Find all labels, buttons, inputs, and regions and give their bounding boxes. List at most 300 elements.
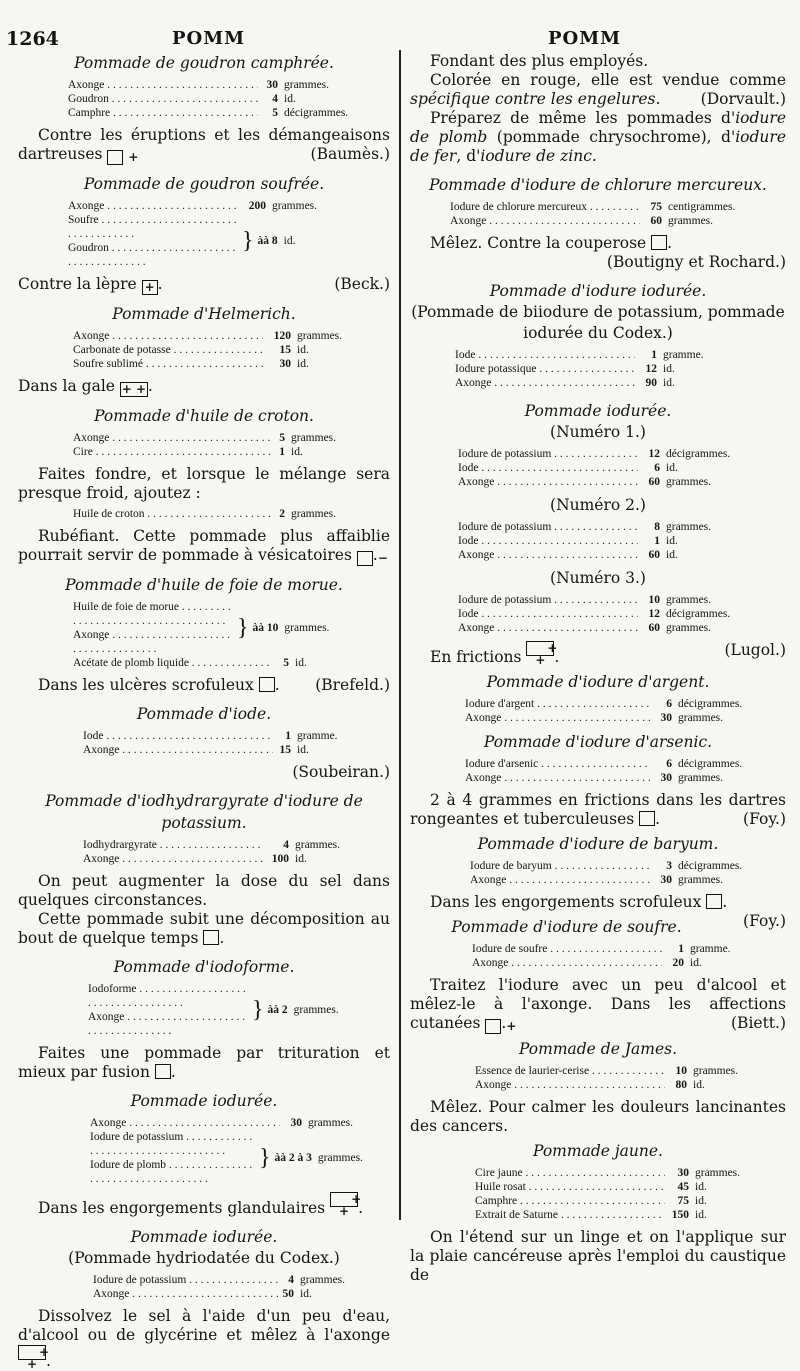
ingredient-unit: id. [663,363,675,375]
ingredient-name: Iodure de baryum . . . [470,859,650,873]
ingredient-unit: décigrammes. [678,698,743,710]
ingredient-row [83,729,390,743]
ingredient-name: Axonge . . . [450,214,640,228]
ingredient-name: Axonge . . . [465,711,650,725]
ingredient-name: Axonge . . . [88,1010,248,1038]
ingredient-name: Iode . . . [458,461,638,475]
ingredient-qty: 100 [271,853,289,865]
ingredient-row [83,838,390,852]
ingredient-qty: àà 10 [252,622,279,634]
ingredient-name: Iodure potassique . . . [455,362,635,376]
formula-number: (Numéro 2.) [550,496,646,514]
ingredient-table [68,199,390,269]
ingredient-table [73,431,390,459]
recipe-subtitle: (Pommade de biiodure de potassium, pommade iodurée du Codex.) [411,303,785,342]
ingredient-unit: id. [666,549,678,561]
plus-box-icon: + [485,1019,501,1034]
ingredient-name: Huile de foie de morue . . . [73,600,233,628]
ingredient-row [73,329,390,343]
ingredient-qty: 75 [677,1195,689,1207]
plus-box-icon: + [107,150,123,165]
ingredient-qty: 30 [660,712,672,724]
ingredient-row [73,507,390,521]
ingredient-row [458,447,786,461]
empty-box-icon [651,235,667,250]
ingredient-qty: 10 [675,1065,687,1077]
empty-box-icon [259,677,275,692]
ingredient-qty: 4 [288,1274,294,1286]
minus-box-icon: − [357,551,373,566]
ingredient-row [475,1078,786,1092]
recipe-title: Pommade d'iodoforme. [113,958,295,976]
ingredient-unit: id. [663,377,675,389]
ingredient-name: Axonge . . . [73,628,233,656]
usage-text: Faites une pommade par trituration et mieux par fusion . [18,1044,390,1081]
ingredient-name: Iodure de plomb . . . [90,1158,255,1186]
ingredient-table [458,447,786,489]
ingredient-qty: 10 [648,594,660,606]
recipe-title: Pommade d'huile de foie de morue. [65,576,343,594]
ingredient-qty: 120 [273,330,291,342]
ingredient-row [475,1064,786,1078]
ingredient-qty: 5 [283,657,289,669]
ingredient-name: Iodure de potassium . . . [458,520,638,534]
recipe-title: Pommade d'iodure de soufre. [451,918,682,936]
ingredient-unit: grammes. [678,874,724,886]
ingredient-qty: 30 [266,79,278,91]
ingredient-row [83,743,390,757]
ingredient-table [73,329,390,371]
ingredient-row [458,593,786,607]
ingredient-unit: grammes. [678,712,724,724]
ingredient-unit: id. [284,93,296,105]
ingredient-row [470,859,786,873]
ingredient-name: Iodure de chlorure mercureux . . . [450,200,640,214]
ingredient-qty: 12 [648,608,660,620]
usage-text: Mêlez. Contre la couperose . [430,234,673,252]
empty-box-icon [155,1064,171,1079]
recipe-title: Pommade d'iodure iodurée. [489,282,707,300]
ingredient-row [455,362,786,376]
ingredient-group [68,213,390,269]
ingredient-unit: id. [693,1079,705,1091]
usage-text: Rubéfiant. Cette pommade plus affaiblie pourrait servir de pommade à vésicatoires −. [18,527,390,565]
ingredient-unit: id. [300,1288,312,1300]
empty-box-icon [706,894,722,909]
author-citation: (Foy.) [743,912,786,930]
double-plus-box-icon: + + [330,1192,358,1207]
empty-box-icon [203,930,219,945]
ingredient-qty: 30 [660,874,672,886]
usage-text: Mêlez. Pour calmer les douleurs lancinantes des cancers. [410,1098,786,1135]
running-head-left: POMM [172,28,246,49]
ingredient-name: Axonge . . . [458,548,638,562]
ingredient-table [455,348,786,390]
recipe-title: Pommade jaune. [533,1142,663,1160]
ingredient-unit: id. [666,535,678,547]
author-citation: (Beck.) [334,275,390,293]
ingredient-unit: gramme. [663,349,704,361]
ingredient-table [450,200,786,228]
ingredient-qty: 1 [654,535,660,547]
ingredient-unit: grammes. [272,200,318,212]
double-plus-box-icon: + + [18,1345,46,1360]
ingredient-unit: grammes. [666,594,712,606]
left-column [18,52,390,1371]
ingredient-unit: id. [291,446,303,458]
ingredient-qty: 15 [279,344,291,356]
ingredient-unit: grammes. [295,839,341,851]
ingredient-unit: grammes. [284,79,330,91]
ingredient-row [465,771,786,785]
ingredient-unit: grammes. [317,1152,363,1164]
ingredient-qty: 30 [677,1167,689,1179]
ingredient-name: Iodure de potassium . . . [90,1130,255,1158]
recipe-title: Pommade d'iodure d'argent. [486,673,710,691]
author-citation: (Biett.) [731,1014,786,1032]
ingredient-qty: 1 [279,446,285,458]
ingredient-qty: 90 [645,377,657,389]
ingredient-unit: décigrammes. [284,107,349,119]
ingredient-name: Axonge . . . [90,1116,280,1130]
ingredient-row [73,431,390,445]
ingredient-name: Axonge . . . [93,1287,278,1301]
ingredient-row [450,214,786,228]
ingredient-unit: grammes. [678,772,724,784]
ingredient-row [93,1287,390,1301]
ingredient-row [472,942,786,956]
column-divider [399,50,401,1220]
ingredient-table [472,942,786,970]
ingredient-unit: id. [283,235,296,247]
running-head-right: POMM [548,28,622,49]
ingredient-qty: 6 [654,462,660,474]
ingredient-table [68,78,390,120]
ingredient-table [83,729,390,757]
ingredient-qty: 12 [645,363,657,375]
instruction-text: Faites fondre, et lorsque le mélange sera presque froid, ajoutez : [18,465,390,502]
ingredient-table [458,520,786,562]
ingredient-table [90,1116,390,1186]
ingredient-unit: décigrammes. [666,448,731,460]
ingredient-name: Iodure de potassium . . . [458,447,638,461]
recipe-title: Pommade d'iodure d'arsenic. [483,733,713,751]
usage-text: Dans les engorgements scrofuleux . (Foy.) [430,893,786,930]
ingredient-qty: 60 [648,549,660,561]
ingredient-name: Iodure d'argent . . . [465,697,650,711]
ingredient-name: Iodoforme . . . [88,982,248,1010]
ingredient-qty: 60 [648,622,660,634]
ingredient-qty: 50 [282,1288,294,1300]
usage-text: Contre les éruptions et les démangeaisons dartreuses + (Baumès.) [18,126,390,164]
ingredient-name: Iode . . . [458,607,638,621]
page-number: 1264 [6,28,59,50]
ingredient-unit: grammes. [300,1274,346,1286]
recipe-title: Pommade de goudron soufrée. [83,175,325,193]
ingredient-name: Axonge . . . [73,431,273,445]
ingredient-name: Goudron . . . [68,92,258,106]
ingredient-name: Iodure d'arsenic . . . [465,757,650,771]
recipe-title: Pommade d'iode. [136,705,272,723]
ingredient-row [475,1208,786,1222]
ingredient-qty: àà 8 [257,235,278,247]
ingredient-row [68,92,390,106]
ingredient-row [68,106,390,120]
formula-number: (Numéro 1.) [550,423,646,441]
ingredient-row [465,697,786,711]
ingredient-name: Carbonate de potasse . . . [73,343,263,357]
ingredient-unit: id. [690,957,702,969]
author-citation: (Foy.) [743,810,786,828]
ingredient-name: Axonge . . . [455,376,635,390]
ingredient-qty: 5 [279,432,285,444]
usage-text: On l'étend sur un linge et on l'applique sur la plaie cancéreuse après l'emploi du caustique de [410,1228,786,1284]
instruction-text: On peut augmenter la dose du sel dans quelques circonstances. [18,872,390,909]
ingredient-qty: àà 2 à 3 [274,1152,312,1164]
author-citation: (Boutigny et Rochard.) [606,253,786,271]
ingredient-unit: id. [295,657,307,669]
ingredient-unit: grammes. [695,1167,741,1179]
ingredient-unit: grammes. [668,215,714,227]
ingredient-qty: 6 [666,698,672,710]
ingredient-row [472,956,786,970]
ingredient-name: Axonge . . . [68,199,238,213]
ingredient-row [458,548,786,562]
ingredient-unit: id. [666,462,678,474]
ingredient-unit: id. [695,1195,707,1207]
ingredient-name: Iodure de potassium . . . [93,1273,278,1287]
ingredient-unit: grammes. [308,1117,354,1129]
ingredient-name: Soufre sublimé . . . [73,357,263,371]
usage-text: Dans les ulcères scrofuleux . (Brefeld.) [38,676,390,694]
ingredient-table [465,757,786,785]
recipe-title: Pommade d'iodure de chlorure mercureux. [429,176,767,194]
ingredient-unit: grammes. [666,476,712,488]
brace-glyph: } [252,997,264,1023]
recipe-title: Pommade iodurée. [130,1092,278,1110]
ingredient-qty: 60 [648,476,660,488]
ingredient-name: Iodhydrargyrate . . . [83,838,263,852]
recipe-title: Pommade iodurée. [524,402,672,420]
usage-text: En frictions + + . (Lugol.) [430,641,786,667]
author-citation: (Dorvault.) [700,90,786,108]
usage-text: Dissolvez le sel à l'aide d'un peu d'eau, d'alcool ou de glycérine et mêlez à l'axonge + + . [18,1307,390,1371]
ingredient-name: Axonge . . . [458,475,638,489]
ingredient-unit: grammes. [666,622,712,634]
ingredient-name: Iodure de potassium . . . [458,593,638,607]
double-plus-box-icon: + + [121,382,147,396]
ingredient-row [455,348,786,362]
ingredient-row [68,78,390,92]
usage-text: Dans la gale + + . [18,377,153,396]
ingredient-qty: 4 [272,93,278,105]
ingredient-row [73,445,390,459]
double-plus-box-icon: + + [526,641,554,656]
ingredient-qty: 6 [666,758,672,770]
formula-number: (Numéro 3.) [550,569,646,587]
ingredient-qty: 15 [279,744,291,756]
ingredient-unit: id. [297,344,309,356]
ingredient-qty: 30 [279,358,291,370]
continuation-text: Préparez de même les pommades d'iodure de plomb (pommade chrysochrome), d'iodure de fer, d'iodure de zinc. [410,109,786,165]
ingredient-row [465,711,786,725]
usage-text: Dans les engorgements glandulaires + + . [38,1192,363,1218]
ingredient-table [470,859,786,887]
ingredient-row [458,520,786,534]
ingredient-qty: 150 [671,1209,689,1221]
recipe-title: Pommade de goudron camphrée. [74,54,334,72]
ingredient-row [458,461,786,475]
ingredient-qty: 45 [677,1181,689,1193]
ingredient-name: Axonge . . . [73,329,263,343]
ingredient-group [90,1130,390,1186]
ingredient-table [475,1064,786,1092]
ingredient-unit: id. [297,744,309,756]
ingredient-name: Iodure de soufre . . . [472,942,662,956]
ingredient-row [455,376,786,390]
recipe-title: Pommade iodurée. [130,1228,278,1246]
ingredient-unit: centigrammes. [668,201,736,213]
ingredient-row [470,873,786,887]
ingredient-row [68,199,390,213]
recipe-title: Pommade d'Helmerich. [112,305,296,323]
ingredient-unit: grammes. [291,432,337,444]
ingredient-row [475,1194,786,1208]
ingredient-unit: gramme. [690,943,731,955]
ingredient-table [93,1273,390,1301]
ingredient-row [73,343,390,357]
usage-text: Traitez l'iodure avec un peu d'alcool et mêlez-le à l'axonge. Dans les affections cutanées +. (Biett.) [410,976,786,1033]
recipe-subtitle: (Pommade hydriodatée du Codex.) [68,1249,340,1267]
ingredient-qty: 5 [272,107,278,119]
ingredient-table [458,593,786,635]
ingredient-name: Iode . . . [83,729,273,743]
ingredient-name: Axonge . . . [458,621,638,635]
ingredient-qty: 75 [650,201,662,213]
usage-text: Contre la lèpre + . (Beck.) [18,275,390,294]
ingredient-qty: 30 [660,772,672,784]
ingredient-table [88,982,390,1038]
ingredient-name: Axonge . . . [472,956,662,970]
ingredient-qty: 8 [654,521,660,533]
ingredient-name: Huile de croton . . . [73,507,273,521]
author-citation: (Brefeld.) [315,676,390,694]
brace-glyph: } [242,228,254,254]
recipe-title: Pommade d'huile de croton. [94,407,314,425]
ingredient-qty: 12 [648,448,660,460]
ingredient-name: Huile rosat . . . [475,1180,665,1194]
ingredient-qty: 4 [283,839,289,851]
brace-glyph: } [237,615,249,641]
ingredient-name: Axonge . . . [83,852,263,866]
usage-text: Cette pommade subit une décomposition au bout de quelque temps . [18,910,390,947]
ingredient-row [458,607,786,621]
ingredient-unit: décigrammes. [678,758,743,770]
ingredient-name: Camphre . . . [68,106,258,120]
ingredient-table [73,600,390,670]
ingredient-name: Iode . . . [455,348,635,362]
ingredient-table [465,697,786,725]
author-citation: (Soubeiran.) [292,763,390,781]
ingredient-qty: 1 [651,349,657,361]
ingredient-qty: 30 [290,1117,302,1129]
ingredient-name: Iode . . . [458,534,638,548]
ingredient-name: Axonge . . . [470,873,650,887]
ingredient-group [73,600,390,656]
author-citation: (Lugol.) [724,641,786,659]
ingredient-name: Axonge . . . [465,771,650,785]
ingredient-qty: 60 [650,215,662,227]
ingredient-name: Cire . . . [73,445,273,459]
ingredient-name: Camphre . . . [475,1194,665,1208]
ingredient-unit: grammes. [666,521,712,533]
ingredient-row [465,757,786,771]
ingredient-name: Axonge . . . [475,1078,665,1092]
ingredient-qty: àà 2 [267,1004,288,1016]
ingredient-qty: 2 [279,508,285,520]
ingredient-name: Axonge . . . [68,78,258,92]
recipe-title: Pommade d'iodhydrargyrate d'iodure de potassium. [45,792,363,832]
ingredient-table [475,1166,786,1222]
ingredient-name: Essence de laurier-cerise . . . [475,1064,665,1078]
ingredient-unit: grammes. [291,508,337,520]
recipe-title: Pommade d'iodure de baryum. [477,835,719,853]
continuation-text: Fondant des plus employés. [430,52,649,70]
ingredient-name: Goudron . . . [68,241,238,269]
ingredient-unit: grammes. [297,330,343,342]
ingredient-row [458,621,786,635]
ingredient-unit: décigrammes. [678,860,743,872]
ingredient-name: Extrait de Saturne . . . [475,1208,665,1222]
ingredient-name: Axonge . . . [83,743,273,757]
ingredient-name: Soufre . . . [68,213,238,241]
ingredient-row [458,534,786,548]
ingredient-row [73,656,390,670]
author-citation: (Baumès.) [310,145,390,163]
ingredient-qty: 20 [672,957,684,969]
ingredient-unit: grammes. [284,622,330,634]
right-column [410,52,786,1285]
ingredient-row [83,852,390,866]
continuation-text: Colorée en rouge, elle est vendue comme spécifique contre les engelures. (Dorvault.) [410,71,786,108]
ingredient-table [83,838,390,866]
ingredient-unit: grammes. [693,1065,739,1077]
ingredient-name: Cire jaune . . . [475,1166,665,1180]
ingredient-unit: id. [695,1209,707,1221]
empty-box-icon [639,811,655,826]
ingredient-qty: 200 [248,200,266,212]
ingredient-unit: gramme. [297,730,338,742]
ingredient-unit: id. [695,1181,707,1193]
usage-text: 2 à 4 grammes en frictions dans les dartres rongeantes et tuberculeuses . (Foy.) [410,791,786,828]
ingredient-unit: grammes. [293,1004,339,1016]
ingredient-row [73,357,390,371]
ingredient-qty: 3 [666,860,672,872]
recipe-title: Pommade de James. [518,1040,678,1058]
ingredient-row [90,1116,390,1130]
ingredient-name: Acétate de plomb liquide . . . [73,656,273,670]
ingredient-qty: 1 [678,943,684,955]
ingredient-table [73,507,390,521]
ingredient-group [88,982,390,1038]
ingredient-qty: 1 [285,730,291,742]
ingredient-unit: id. [295,853,307,865]
ingredient-row [93,1273,390,1287]
ingredient-row [475,1166,786,1180]
ingredient-row [458,475,786,489]
ingredient-qty: 80 [675,1079,687,1091]
ingredient-unit: id. [297,358,309,370]
